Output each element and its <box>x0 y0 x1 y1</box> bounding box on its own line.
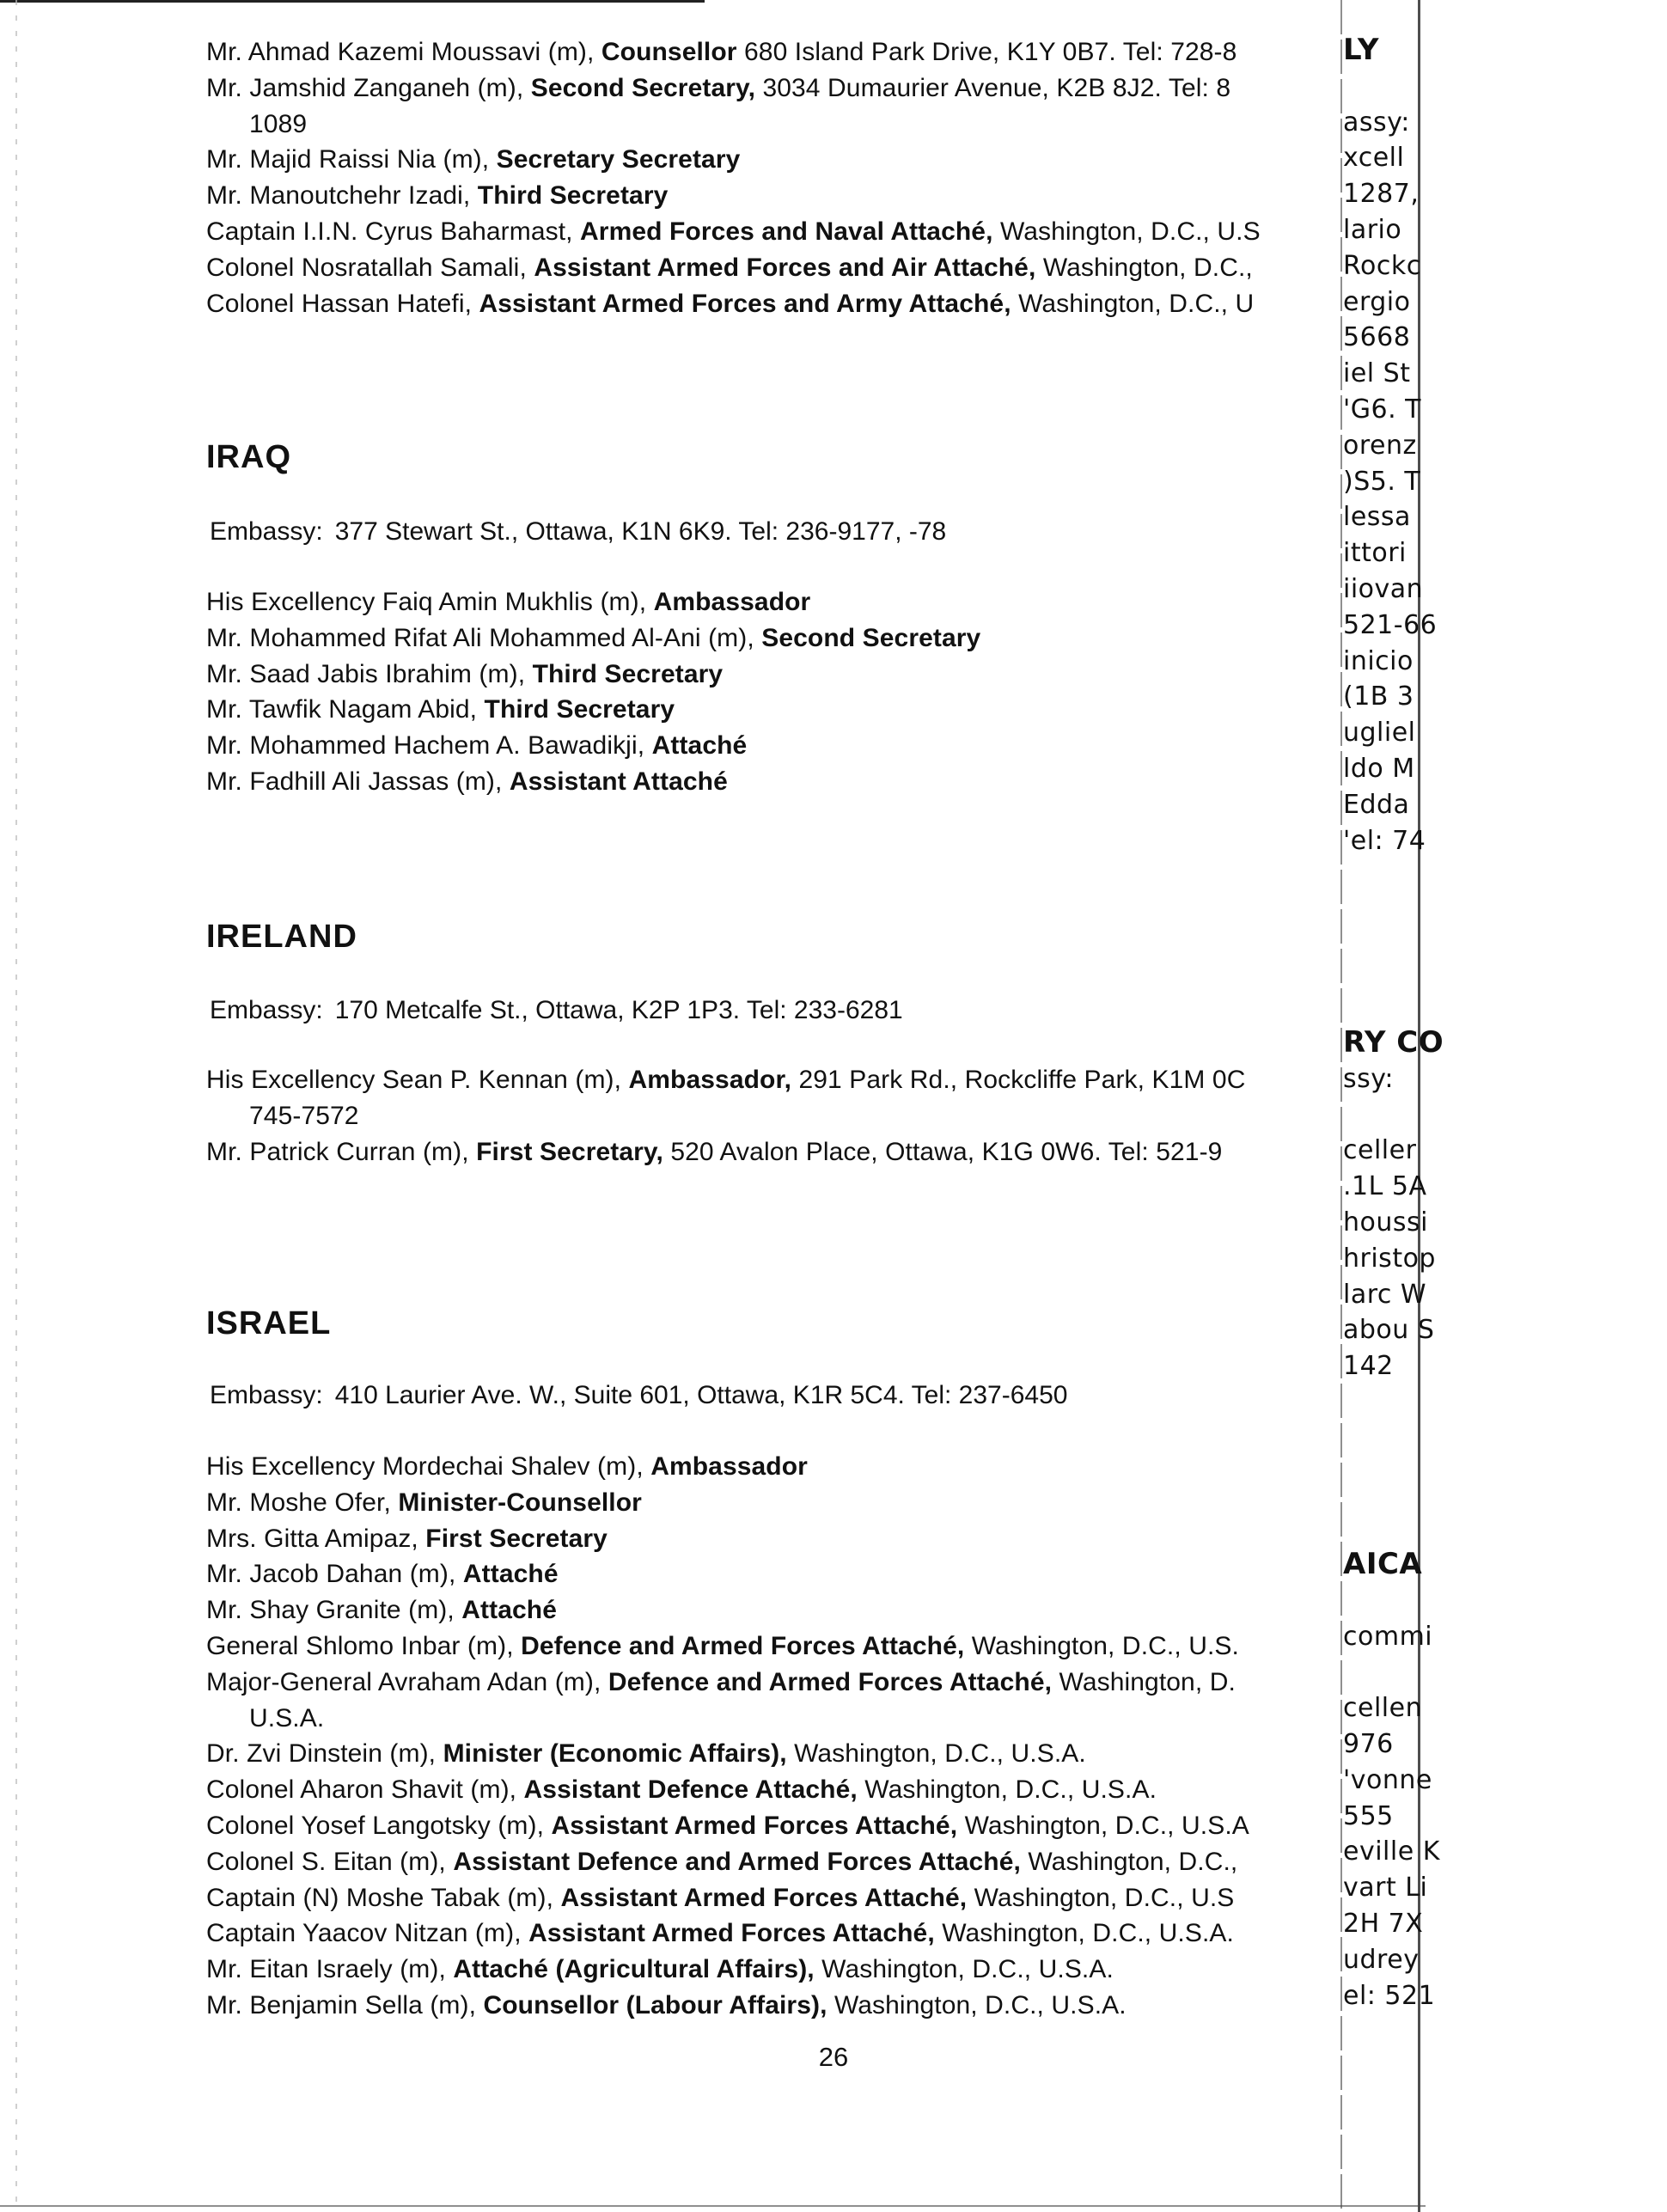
staff-details: Washington, D.C., U.S <box>992 217 1261 246</box>
staff-details: Washington, D.C., U.S. <box>964 1631 1239 1660</box>
staff-entry <box>206 178 1332 214</box>
staff-name: His Excellency Faiq Amin Mukhlis (m), <box>206 588 654 616</box>
adjacent-page-fragment-middle <box>1343 1025 1444 1384</box>
fragment-line: iel St <box>1343 358 1411 389</box>
staff-entry <box>206 1701 1332 1737</box>
staff-role: Attaché <box>651 731 748 761</box>
staff-details: Washington, D.C., U <box>1011 289 1255 318</box>
staff-entry <box>206 657 1332 693</box>
fragment-line: .1L 5A <box>1343 1171 1427 1202</box>
staff-entry <box>206 764 1332 800</box>
staff-role: Ambassador <box>653 588 811 616</box>
staff-role: Third Secretary <box>532 659 724 688</box>
staff-details: 680 Island Park Drive, K1Y 0B7. Tel: 728-8 <box>736 38 1237 66</box>
fragment-line: commi <box>1343 1621 1433 1652</box>
fragment-line <box>1343 1654 1426 1690</box>
fragment-line: Rockc <box>1343 250 1421 281</box>
staff-name: Mr. Mohammed Rifat Ali Mohammed Al-Ani (m), <box>206 623 762 652</box>
staff-entry <box>206 1665 1332 1701</box>
fragment-line: AICA <box>1343 1547 1423 1581</box>
staff-role: Assistant Armed Forces and Air Attaché, <box>534 253 1036 282</box>
staff-role: Armed Forces and Naval Attaché, <box>580 217 993 246</box>
fragment-line: ergio <box>1343 286 1411 317</box>
staff-role: Assistant Defence Attaché, <box>523 1775 858 1805</box>
staff-name: Mr. Tawfik Nagam Abid, <box>206 695 485 724</box>
staff-role: Assistant Attaché <box>509 767 728 796</box>
staff-name: Colonel Yosef Langotsky (m), <box>206 1811 552 1840</box>
fragment-line: assy: <box>1343 107 1410 137</box>
staff-role: Third Secretary <box>484 695 675 724</box>
fragment-line: 'vonne <box>1343 1764 1432 1795</box>
staff-list-israel <box>206 1449 1332 2024</box>
staff-role: Assistant Armed Forces and Army Attaché, <box>479 289 1011 318</box>
fragment-line: lario <box>1343 214 1402 245</box>
staff-entry <box>206 1844 1332 1880</box>
staff-entry <box>206 1521 1332 1557</box>
embassy-text: 410 Laurier Ave. W., Suite 601, Ottawa, K1R 5C4. Tel: 237-6450 <box>334 1381 1068 1409</box>
staff-name: Mr. Majid Raissi Nia (m), <box>206 145 497 174</box>
top-rule <box>0 0 705 3</box>
staff-details: Washington, D.C., <box>1020 1847 1238 1876</box>
embassy-label: Embassy: <box>210 996 323 1024</box>
fragment-line: hristop <box>1343 1243 1436 1274</box>
staff-name: Colonel Hassan Hatefi, <box>206 289 479 318</box>
staff-entry <box>206 1062 1332 1098</box>
fragment-line: ssy: <box>1343 1063 1394 1094</box>
fragment-line <box>1343 69 1426 105</box>
staff-entry <box>206 1485 1332 1521</box>
staff-name: Mr. Jamshid Zanganeh (m), <box>206 73 531 102</box>
staff-entry <box>206 620 1332 657</box>
staff-name: 745-7572 <box>249 1101 359 1130</box>
staff-role: Minister (Economic Affairs), <box>443 1739 787 1769</box>
staff-role: Defence and Armed Forces Attaché, <box>521 1631 965 1660</box>
fragment-line: celler <box>1343 1135 1417 1166</box>
staff-name: Mr. Jacob Dahan (m), <box>206 1560 463 1589</box>
embassy-label: Embassy: <box>210 1381 323 1409</box>
staff-entry <box>206 1592 1332 1628</box>
staff-details: Washington, D.C., U.S.A. <box>827 1990 1127 2020</box>
fragment-line: ldo M <box>1343 753 1415 784</box>
fragment-line: )S5. T <box>1343 466 1421 497</box>
staff-name: Mr. Fadhill Ali Jassas (m), <box>206 767 510 796</box>
staff-name: Mr. Patrick Curran (m), <box>206 1137 477 1166</box>
staff-details: 520 Avalon Place, Ottawa, K1G 0W6. Tel: 521-9 <box>663 1137 1223 1166</box>
staff-name: General Shlomo Inbar (m), <box>206 1631 522 1660</box>
staff-name: Captain I.I.N. Cyrus Baharmast, <box>206 217 581 246</box>
staff-role: Assistant Defence and Armed Forces Attaché, <box>453 1847 1021 1876</box>
fragment-line: udrey <box>1343 1944 1420 1975</box>
fragment-line: vart Li <box>1343 1873 1428 1903</box>
continued-staff-list <box>206 34 1332 321</box>
staff-entry <box>206 1916 1332 1952</box>
staff-entry <box>206 250 1332 286</box>
staff-role: First Secretary, <box>476 1137 663 1166</box>
staff-details: Washington, D.C., U.S.A <box>957 1811 1249 1840</box>
staff-entry <box>206 1772 1332 1808</box>
page-fold-line <box>1340 0 1342 2212</box>
staff-entry <box>206 1134 1332 1170</box>
fragment-line: eville K <box>1343 1836 1440 1867</box>
staff-name: U.S.A. <box>249 1703 325 1732</box>
fragment-line: abou S <box>1343 1315 1435 1346</box>
fragment-line: houssi <box>1343 1207 1428 1237</box>
country-heading-iraq: IRAQ <box>206 439 291 475</box>
fragment-line: larc W <box>1343 1279 1427 1310</box>
staff-role: Second Secretary <box>761 623 981 652</box>
fragment-line: cellen <box>1343 1693 1423 1724</box>
staff-name: Major-General Avraham Adan (m), <box>206 1667 608 1696</box>
staff-name: Mr. Ahmad Kazemi Moussavi (m), <box>206 38 601 66</box>
fragment-line: ugliel <box>1343 718 1416 749</box>
staff-name: 1089 <box>249 109 308 138</box>
staff-entry <box>206 142 1332 178</box>
fragment-line: el: 521 <box>1343 1980 1436 2011</box>
staff-role: Second Secretary, <box>530 73 756 102</box>
staff-entry <box>206 1556 1332 1592</box>
staff-entry <box>206 584 1332 620</box>
staff-role: Counsellor (Labour Affairs), <box>483 1990 827 2020</box>
fragment-line: RY CO <box>1343 1025 1444 1060</box>
staff-details: Washington, D.C., U.S.A. <box>814 1955 1114 1984</box>
fragment-line: (1B 3 <box>1343 681 1414 712</box>
staff-entry <box>206 34 1332 70</box>
fragment-line: LY <box>1343 33 1379 67</box>
fragment-line: lessa <box>1343 502 1411 533</box>
fragment-line: 2H 7X <box>1343 1908 1424 1939</box>
fragment-line: Edda <box>1343 789 1410 820</box>
staff-entry <box>206 286 1332 322</box>
staff-role: Counsellor <box>601 38 737 66</box>
fragment-line: 'G6. T <box>1343 394 1421 425</box>
country-heading-ireland: IRELAND <box>206 919 357 955</box>
staff-role: First Secretary <box>425 1524 608 1553</box>
fragment-line <box>1343 1097 1426 1133</box>
fragment-line: inicio <box>1343 645 1414 676</box>
staff-role: Attaché <box>462 1560 559 1589</box>
staff-name: Captain Yaacov Nitzan (m), <box>206 1919 529 1948</box>
embassy-text: 170 Metcalfe St., Ottawa, K2P 1P3. Tel: 233-6281 <box>334 996 903 1024</box>
staff-name: Mrs. Gitta Amipaz, <box>206 1524 426 1553</box>
staff-details: Washington, D.C., <box>1035 253 1253 282</box>
staff-name: Mr. Benjamin Sella (m), <box>206 1990 484 2020</box>
staff-details: Washington, D. <box>1052 1667 1236 1696</box>
fragment-line: iiovan <box>1343 573 1424 604</box>
staff-name: Mr. Eitan Israely (m), <box>206 1955 454 1984</box>
staff-entry <box>206 214 1332 250</box>
bottom-rule <box>0 2205 1426 2207</box>
staff-entry <box>206 1628 1332 1665</box>
fragment-line: 521-66 <box>1343 609 1438 640</box>
adjacent-page-fragment-lower <box>1343 1547 1440 2013</box>
fragment-line: orenz <box>1343 430 1417 461</box>
staff-details: Washington, D.C., U.S.A. <box>857 1775 1157 1805</box>
staff-entry <box>206 1880 1332 1916</box>
staff-role: Ambassador <box>650 1452 808 1481</box>
staff-entry <box>206 1952 1332 1988</box>
staff-name: Colonel S. Eitan (m), <box>206 1847 454 1876</box>
fragment-line: ittori <box>1343 538 1407 569</box>
staff-list-iraq <box>206 584 1332 800</box>
embassy-address-israel <box>210 1378 1067 1413</box>
staff-entry <box>206 1449 1332 1485</box>
staff-name: Mr. Mohammed Hachem A. Bawadikji, <box>206 731 652 761</box>
staff-details: 291 Park Rd., Rockcliffe Park, K1M 0C <box>791 1066 1246 1094</box>
staff-role: Defence and Armed Forces Attaché, <box>608 1667 1053 1696</box>
embassy-address-iraq <box>210 514 946 549</box>
staff-role: Assistant Armed Forces Attaché, <box>528 1919 935 1948</box>
staff-entry <box>206 1098 1332 1134</box>
staff-details: Washington, D.C., U.S.A. <box>786 1739 1086 1769</box>
embassy-text: 377 Stewart St., Ottawa, K1N 6K9. Tel: 236-9177, -78 <box>334 517 947 546</box>
staff-role: Assistant Armed Forces Attaché, <box>560 1883 968 1912</box>
staff-list-ireland <box>206 1062 1332 1170</box>
staff-entry <box>206 107 1332 143</box>
embassy-address-ireland <box>210 993 903 1028</box>
staff-entry <box>206 1808 1332 1844</box>
staff-role: Minister-Counsellor <box>398 1488 642 1517</box>
fragment-line: 'el: 74 <box>1343 825 1426 856</box>
staff-name: Mr. Saad Jabis Ibrahim (m), <box>206 659 533 688</box>
staff-name: Colonel Nosratallah Samali, <box>206 253 534 282</box>
fragment-line: 976 <box>1343 1728 1394 1759</box>
country-heading-israel: ISRAEL <box>206 1305 332 1341</box>
staff-role: Attaché <box>461 1596 557 1625</box>
staff-name: Mr. Shay Granite (m), <box>206 1596 462 1625</box>
staff-details: Washington, D.C., U.S <box>967 1883 1235 1912</box>
staff-name: Mr. Manoutchehr Izadi, <box>206 181 478 211</box>
staff-name: His Excellency Sean P. Kennan (m), <box>206 1066 629 1094</box>
fragment-line: 142 <box>1343 1351 1394 1382</box>
staff-entry <box>206 1736 1332 1772</box>
staff-name: Captain (N) Moshe Tabak (m), <box>206 1883 561 1912</box>
staff-role: Assistant Armed Forces Attaché, <box>551 1811 958 1840</box>
staff-role: Ambassador, <box>628 1066 792 1094</box>
staff-entry <box>206 728 1332 764</box>
fragment-line <box>1343 1583 1426 1619</box>
staff-entry <box>206 70 1332 107</box>
fragment-line: xcell <box>1343 143 1405 174</box>
staff-role: Attaché (Agricultural Affairs), <box>453 1955 815 1984</box>
staff-name: His Excellency Mordechai Shalev (m), <box>206 1452 651 1481</box>
staff-name: Colonel Aharon Shavit (m), <box>206 1775 524 1805</box>
adjacent-page-fragment-upper <box>1343 33 1438 859</box>
fragment-line: 555 <box>1343 1800 1394 1831</box>
page-number: 26 <box>818 2042 849 2072</box>
fragment-line: 1287, <box>1343 179 1420 210</box>
staff-role: Third Secretary <box>477 181 669 211</box>
fragment-line: 5668 <box>1343 322 1411 353</box>
staff-name: Dr. Zvi Dinstein (m), <box>206 1739 443 1769</box>
staff-entry <box>206 1988 1332 2024</box>
staff-details: Washington, D.C., U.S.A. <box>934 1919 1234 1948</box>
left-scan-edge <box>15 0 17 2212</box>
staff-entry <box>206 692 1332 728</box>
staff-name: Mr. Moshe Ofer, <box>206 1488 399 1517</box>
staff-role: Secretary Secretary <box>496 145 741 174</box>
staff-details: 3034 Dumaurier Avenue, K2B 8J2. Tel: 8 <box>755 73 1231 102</box>
embassy-label: Embassy: <box>210 517 323 546</box>
